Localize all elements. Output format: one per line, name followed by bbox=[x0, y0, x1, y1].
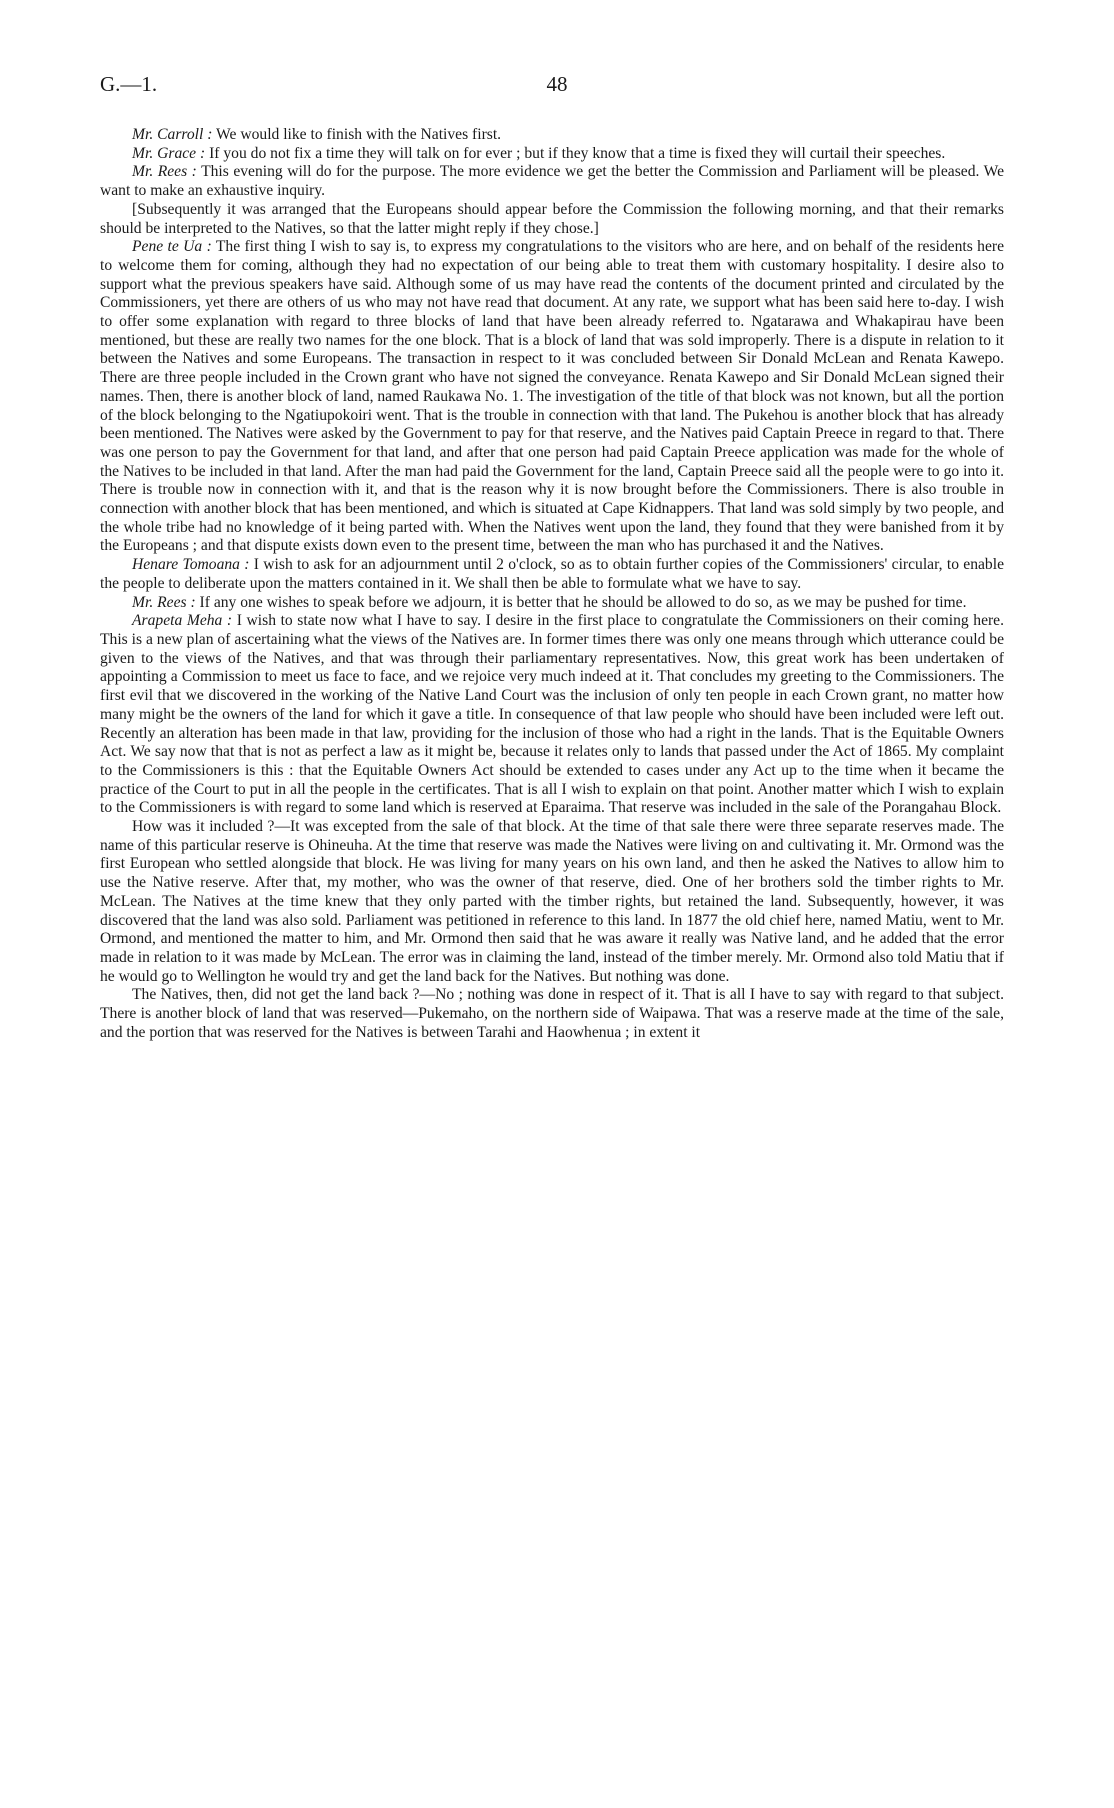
page-number: 48 bbox=[546, 72, 568, 96]
document-reference: G.—1. bbox=[100, 72, 158, 96]
speaker-name: Mr. Grace : bbox=[132, 144, 206, 162]
speaker-name: Mr. Carroll : bbox=[132, 126, 213, 143]
paragraph bbox=[100, 594, 1004, 613]
paragraph-text: We would like to finish with the Natives first. bbox=[212, 126, 502, 143]
paragraph-text: I wish to state now what I have to say. I desire in the first place to congratulate the Commissioners on their coming here. This is a new plan of ascertaining what the views of the Natives are. In former times there was only one means through which utterance could be given to the views of the Natives, and that was through their parliamentary representatives. Now, this great work has been undertaken of appointing a Commission to meet us face to face, and we rejoice very much indeed at it. That concludes my greeting to the Commissioners. The first evil that we discovered in the working of the Native Land Court was the inclusion of only ten people in each Crown grant, no matter how many might be the owners of the land for which it gave a title. In consequence of that law people who should have been included were left out. Recently an alteration has been made in that law, providing for the inclusion of those who had a right in the lands. That is the Equitable Owners Act. We say now that that is not as perfect a law as it might be, because it relates only to lands that passed under the Act of 1865. My complaint to the Commissioners is this : that the Equitable Owners Act should be extended to cases under any Act up to the time when it became the practice of the Court to put in all the people in the certificates. That is all I wish to explain on that point. Another matter which I wish to explain to the Commissioners is with regard to some land which is reserved at Eparaima. That reserve was included in the sale of the Porangahau Block. bbox=[100, 612, 1005, 817]
paragraph-text: If you do not fix a time they will talk on for ever ; but if they know that a time is fixed they will curtail their speeches. bbox=[205, 144, 946, 162]
document-body bbox=[100, 126, 1004, 1042]
paragraph bbox=[100, 818, 1004, 986]
page-header bbox=[100, 72, 1014, 102]
speaker-name: Mr. Rees : bbox=[132, 163, 197, 181]
speaker-name: Arapeta Meha : bbox=[132, 612, 233, 630]
speaker-name: Henare Tomoana : bbox=[132, 556, 250, 574]
speaker-name: Pene te Ua : bbox=[132, 238, 212, 256]
paragraph bbox=[100, 612, 1004, 818]
paragraph-text: [Subsequently it was arranged that the Europeans should appear before the Commission the following morning, and that their remarks should be interpreted to the Natives, so that the latter might reply if they chose.] bbox=[100, 200, 1004, 237]
paragraph bbox=[100, 986, 1004, 1042]
paragraph bbox=[100, 145, 1004, 164]
paragraph-text: The Natives, then, did not get the land back ?—No ; nothing was done in respect of it. That is all I have to say with regard to that subject. There is another block of land that was reserved—Pukemaho, on the northern side of Waipawa. That was a reserve made at the time of the sale, and the portion that was reserved for the Natives is between Tarahi and Haowhenua ; in extent it bbox=[100, 986, 1004, 1041]
paragraph-text: This evening will do for the purpose. The more evidence we get the better the Commission and Parliament will be pleased. We want to make an exhaustive inquiry. bbox=[100, 163, 1005, 200]
paragraph-text: The first thing I wish to say is, to express my congratulations to the visitors who are here, and on behalf of the residents here to welcome them for coming, although they had no expectation of our being able to treat them with customary hospitality. I desire also to support what the previous speakers have said. Although some of us may have read the contents of the document printed and circulated by the Commissioners, yet there are others of us who may not have read that document. At any rate, we support what has been said here to-day. I wish to offer some explanation with regard to three blocks of land that have been already referred to. Ngatarawa and Whakapirau have been mentioned, but these are really two names for the one block. That is a block of land that was sold improperly. There is a dispute in relation to it between the Natives and some Europeans. The transaction in respect to it was concluded between Sir Donald McLean and Renata Kawepo. There are three people included in the Crown grant who have not signed the conveyance. Renata Kawepo and Sir Donald McLean signed their names. Then, there is another block of land, named Raukawa No. 1. The investigation of the title of that block was not known, but all the portion of the block belonging to the Ngatiupokoiri went. That is the trouble in connection with that land. The Pukehou is another block that has already been mentioned. The Natives were asked by the Government to pay for that reserve, and the Natives paid Captain Preece in regard to that. There was one person to pay the Government for that land, and after that one person had paid Captain Preece application was made for the whole of the Natives to be included in that land. After the man had paid the Government for the land, Captain Preece said all the people were to go into it. There is trouble now in connection with it, and that is the reason why it is now brought before the Commissioners. There is also trouble in connection with another block that has been mentioned, and which is situated at Cape Kidnappers. That land was sold simply by two people, and the whole tribe had no knowledge of it being parted with. When the Natives went upon the land, they found that they were banished from it by the Europeans ; and that dispute exists down even to the present time, between the man who has purchased it and the Natives. bbox=[100, 238, 1004, 555]
speaker-name: Mr. Rees : bbox=[132, 593, 196, 611]
paragraph bbox=[100, 556, 1004, 593]
paragraph bbox=[100, 163, 1004, 200]
paragraph-text: How was it included ?—It was excepted from the sale of that block. At the time of that sale there were three separate reserves made. The name of this particular reserve is Ohineuha. At the time that reserve was made the Natives were living on and cultivating it. Mr. Ormond was the first European who settled alongside that block. He was living for many years on his own land, and then he asked the Natives to allow him to use the Native reserve. After that, my mother, who was the owner of that reserve, died. One of her brothers sold the timber rights to Mr. McLean. The Natives at the time knew that they only parted with the timber rights, but retained the land. Subsequently, however, it was discovered that the land was also sold. Parliament was petitioned in reference to this land. In 1877 the old chief here, named Matiu, went to Mr. Ormond, and mentioned the matter to him, and Mr. Ormond then said that he was aware it really was Native land, and he added that the error made in relation to it was made by McLean. The error was in claiming the land, instead of the timber merely. Mr. Ormond also told Matiu that if he would go to Wellington he would try and get the land back for the Natives. But nothing was done. bbox=[100, 818, 1004, 985]
paragraph bbox=[100, 238, 1004, 556]
paragraph bbox=[100, 201, 1004, 238]
paragraph-text: I wish to ask for an adjournment until 2 o'clock, so as to obtain further copies of the Commissioners' circular, to enable the people to deliberate upon the matters contained in it. We shall then be able to formulate what we have to say. bbox=[100, 556, 1004, 592]
paragraph-text: If any one wishes to speak before we adjourn, it is better that he should be allowed to do so, as we may be pushed for time. bbox=[195, 593, 967, 611]
paragraph bbox=[100, 126, 1004, 145]
